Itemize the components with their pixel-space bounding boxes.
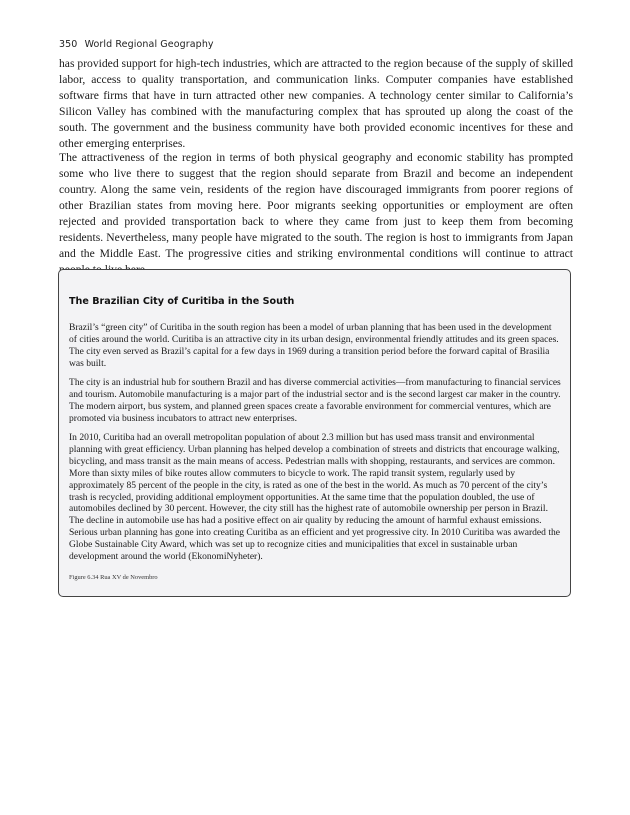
- body-paragraph: The attractiveness of the region in terms of both physical geography and economic stability has prompted some who live there to suggest that the region should separate from Brazil and become an independent country. Along the same vein, residents of the region have discouraged immigrants from poorer regions of other Brazilian states from moving here. Poor migrants seeking opportunities or employment are often rejected and provided transportation back to where they came from just to keep them from becoming residents. Nevertheless, many people have migrated to the south. The region is host to immigrants from Japan and the Middle East. The progressive cities and striking environmental conditions will continue to attract: [59, 151, 573, 260]
- body-paragraph: has provided support for high-tech industries, which are attracted to the region because of the supply of skilled labor, access to quality transportation, and communication links. Computer companies have established software firms that have in turn attracted other new companies. A technology center similar to California’s Silicon Valley has combined with the manufacturing complex that has sprouted up along the coast of the south. The government and the business community have both provided economic incentives for these and other emerging enterprises.: [59, 57, 573, 150]
- figure-caption: Figure 6.34 Rua XV de Novembro: [69, 574, 158, 581]
- callout-paragraph: The city is an industrial hub for southern Brazil and has diverse commercial activities—from manufacturing to financial services and tourism. Automobile manufacturing is a major part of the industrial sector and is the second largest car maker in the country. The modern airport, bus system, and planned green spaces create a favorable environment for commercial ventures, which are promoted via business incubators to attract new enterprises.: [69, 377, 561, 424]
- callout-box: [58, 269, 571, 597]
- page-header: [59, 39, 214, 50]
- page-number: 350: [59, 39, 78, 50]
- callout-paragraph: In 2010, Curitiba had an overall metropolitan population of about 2.3 million but has used mass transit and environmental planning with great efficiency. Urban planning has helped develop a combination of streets and districts that encourage walking, bicycling, and mass transit as the main means of access. Pedestrian malls with shopping, restaurants, and services are common. More than sixty miles of bike routes allow commuters to bicycle to work. The rapid transit system, regularly used by approximately 85 percent of the people in the city, is rated as one of the best in the world. As much as 70 percent of the city’s trash is recycled, providing additional employment opportunities. At the same time that the population doubled, the use of automobiles declined by 30 percent. However, the city still has the highest rate of automobile ownership per person in Brazil. The decline in automobile use has had a positive effect on air quality by reducing the amount of harmful exhaust emissions. Serious urban planning has gone into creating Curitiba as an efficient and yet progressive city. In 2010 Curitiba was awarded the Globe Sustainable City Award, which was set up to recognize cities and municipalities that excel in sustainable urban development around the world (EkonomiNyheter).: [69, 432, 560, 563]
- book-title: World Regional Geography: [84, 39, 214, 50]
- callout-paragraph: Brazil’s “green city” of Curitiba in the south region has been a model of urban planning that has been used in the development of cities around the world. Curitiba is an attractive city in its urban design, environmental friendly attitudes and its green spaces. The city even served as Brazil’s capital for a few days in 1969 during a transition period before the forward capital of Brasilia was built.: [69, 322, 559, 369]
- callout-title: The Brazilian City of Curitiba in the South: [69, 296, 295, 307]
